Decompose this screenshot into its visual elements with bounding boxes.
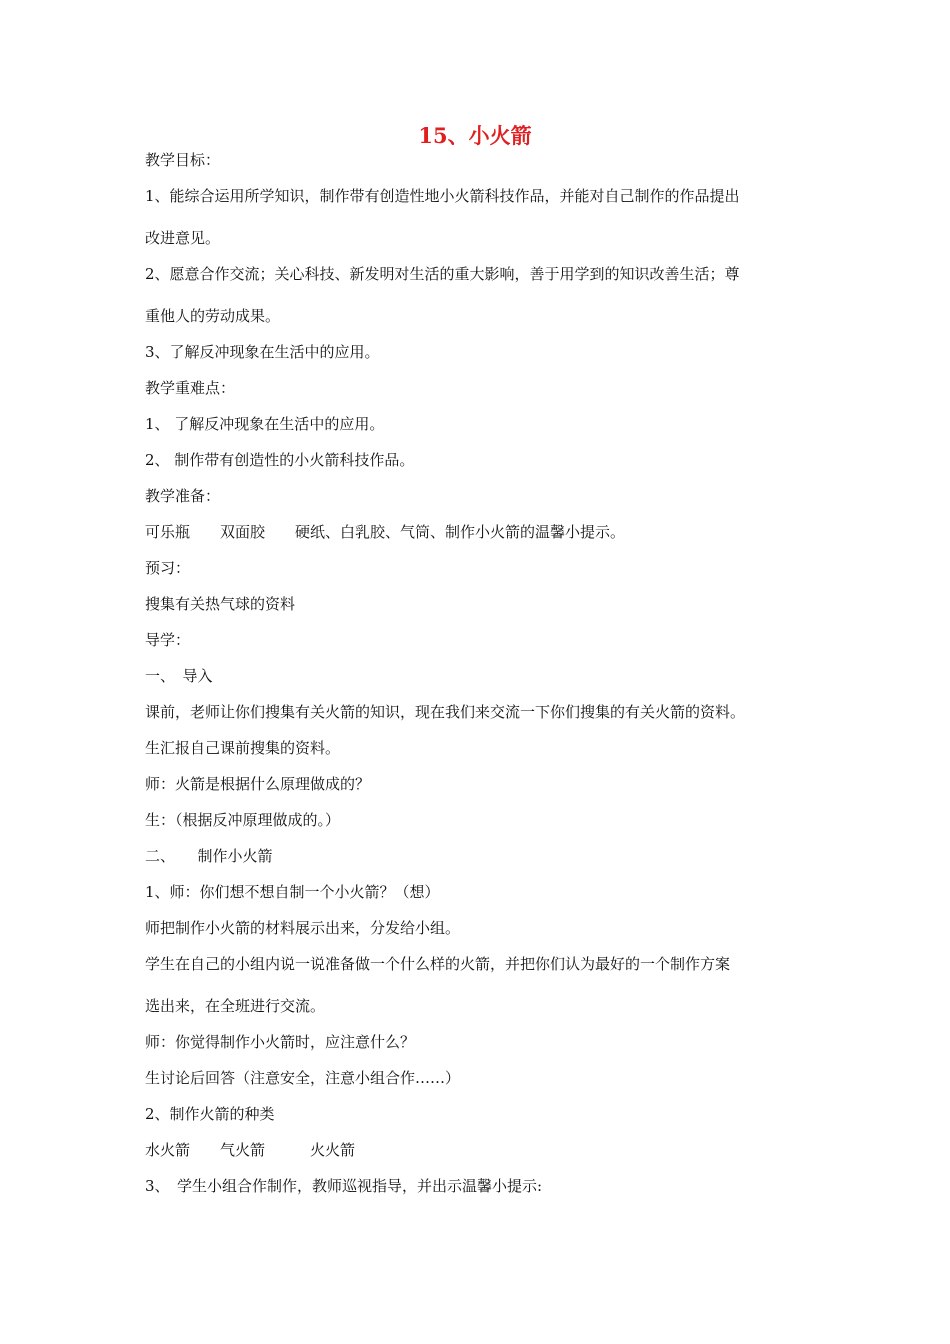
paragraph-line: 2、 制作带有创造性的小火箭科技作品。 [145,451,415,469]
section-heading-guide: 导学： [145,631,191,649]
paragraph-line: 选出来，在全班进行交流。 [145,997,326,1015]
paragraph-line: 生：（根据反冲原理做成的。） [145,811,341,829]
paragraph-line: 生讨论后回答（注意安全，注意小组合作……） [145,1069,461,1087]
paragraph-line: 3、 学生小组合作制作，教师巡视指导，并出示温馨小提示: [145,1177,543,1195]
paragraph-line: 2、愿意合作交流；关心科技、新发明对生活的重大影响，善于用学到的知识改善生活；尊 [145,265,740,283]
paragraph-line: 二、 制作小火箭 [145,847,273,865]
section-heading-preview: 预习： [145,559,191,577]
paragraph-line: 重他人的劳动成果。 [145,307,281,325]
paragraph-line: 师：你觉得制作小火箭时，应注意什么？ [145,1033,416,1051]
paragraph-line: 1、师：你们想不想自制一个小火箭？（想） [145,883,440,901]
paragraph-line: 一、 导入 [145,667,213,685]
paragraph-line: 2、制作火箭的种类 [145,1105,275,1123]
section-heading-objectives: 教学目标： [145,151,221,169]
paragraph-line: 课前，老师让你们搜集有关火箭的知识，现在我们来交流一下你们搜集的有关火箭的资料。 [145,703,746,721]
paragraph-line: 水火箭 气火箭 火火箭 [145,1141,356,1159]
paragraph-line: 3、了解反冲现象在生活中的应用。 [145,343,380,361]
paragraph-line: 师：火箭是根据什么原理做成的？ [145,775,371,793]
section-heading-preparation: 教学准备： [145,487,221,505]
paragraph-line: 改进意见。 [145,229,221,247]
paragraph-line: 搜集有关热气球的资料 [145,595,296,613]
document-title: 15、小火箭 [418,123,532,148]
document-body [145,150,815,1212]
paragraph-line: 师把制作小火箭的材料展示出来，分发给小组。 [145,919,461,937]
section-heading-key-points: 教学重难点： [145,379,236,397]
paragraph-line: 1、 了解反冲现象在生活中的应用。 [145,415,385,433]
paragraph-line: 生汇报自己课前搜集的资料。 [145,739,341,757]
paragraph-line: 可乐瓶 双面胶 硬纸、白乳胶、气筒、制作小火箭的温馨小提示。 [145,523,626,541]
paragraph-line: 学生在自己的小组内说一说准备做一个什么样的火箭，并把你们认为最好的一个制作方案 [145,955,731,973]
paragraph-line: 1、能综合运用所学知识，制作带有创造性地小火箭科技作品，并能对自己制作的作品提出 [145,187,740,205]
